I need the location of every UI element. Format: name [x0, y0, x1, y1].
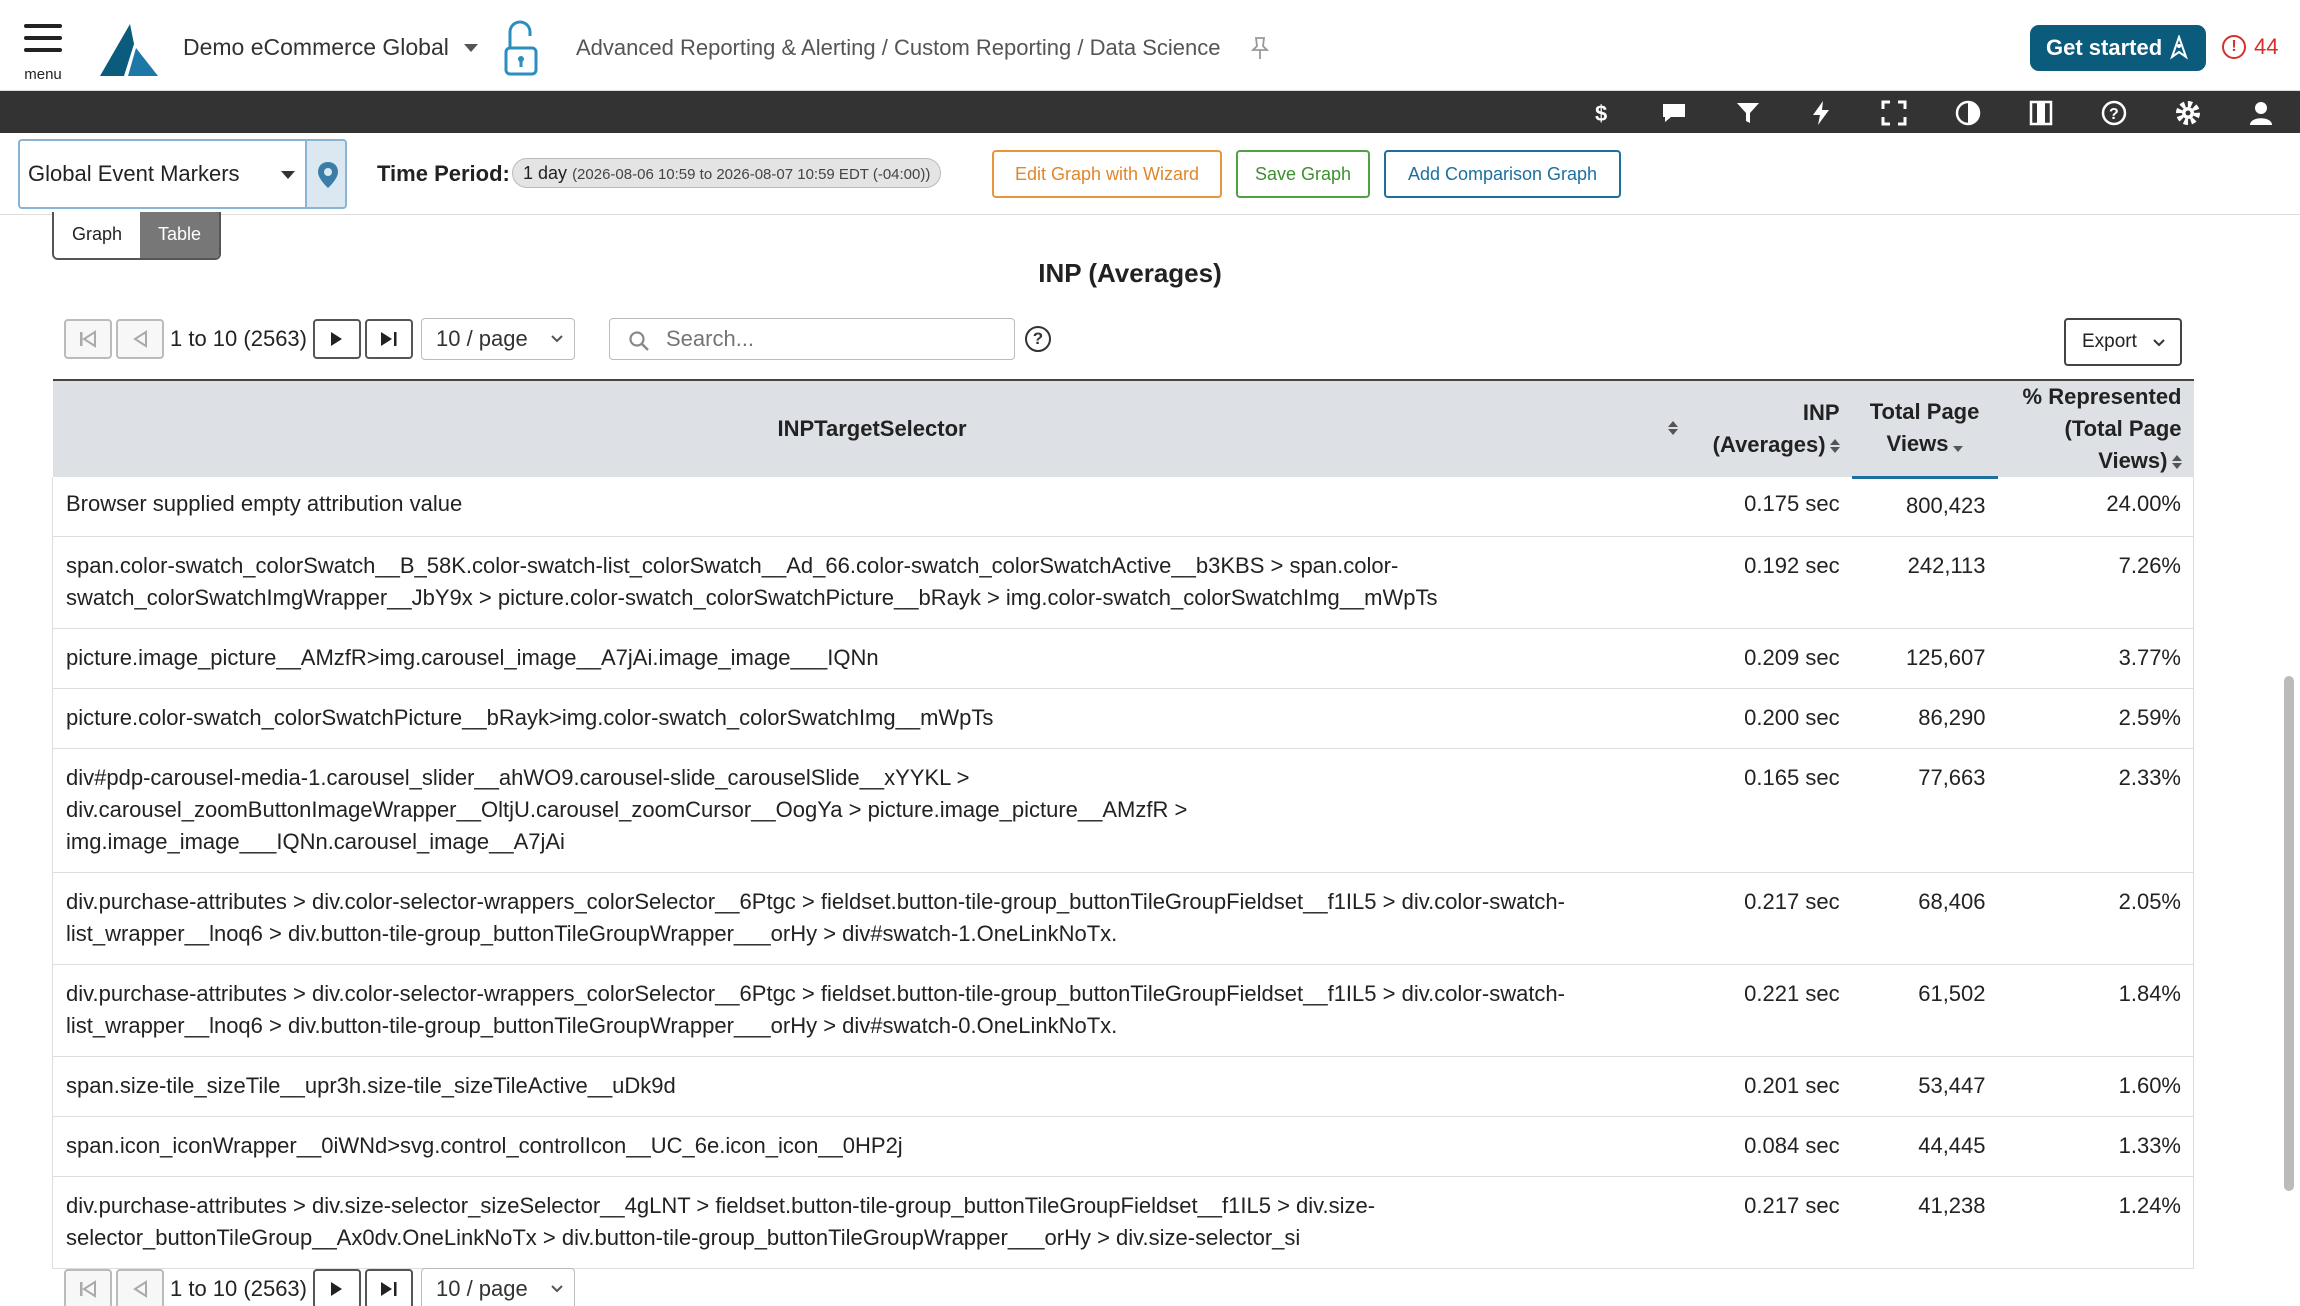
scrollbar-thumb[interactable] [2284, 676, 2294, 1191]
chevron-down-icon[interactable] [464, 44, 478, 52]
prev-page-button[interactable] [116, 1269, 164, 1306]
edit-graph-wizard-button[interactable]: Edit Graph with Wizard [992, 150, 1222, 198]
cell-inp: 0.084 sec [1692, 1116, 1852, 1176]
table-row [53, 964, 2194, 1056]
next-page-icon [327, 1280, 347, 1298]
column-header-label: % Represented (Total Page Views) [2022, 384, 2182, 473]
next-page-button[interactable] [313, 319, 361, 359]
save-graph-button[interactable]: Save Graph [1236, 150, 1370, 198]
gear-icon[interactable] [2175, 100, 2201, 126]
first-page-icon [78, 330, 98, 348]
cell-selector: picture.color-swatch_colorSwatchPicture__bRayk>img.color-swatch_colorSwatchImg__mWpTs [53, 688, 1692, 748]
controls-bar [0, 133, 2300, 215]
cell-inp: 0.217 sec [1692, 872, 1852, 964]
pagination-bottom [64, 1268, 575, 1306]
view-toggle [52, 212, 221, 260]
fullscreen-icon[interactable] [1881, 100, 1907, 126]
top-header [0, 0, 2300, 91]
alert-icon: ! [2222, 35, 2246, 59]
table-row [53, 628, 2194, 688]
time-period-pill[interactable] [512, 158, 941, 188]
last-page-button[interactable] [365, 1269, 413, 1306]
cell-percent: 2.05% [1998, 872, 2194, 964]
filter-icon[interactable] [1735, 100, 1761, 126]
column-header-inp[interactable] [1692, 380, 1852, 477]
lightning-icon[interactable] [1808, 100, 1834, 126]
per-page-value: 10 / page [435, 326, 528, 351]
menu-label: menu [24, 66, 62, 83]
org-name[interactable]: Demo eCommerce Global [183, 34, 449, 60]
help-icon[interactable]: ? [1025, 326, 1051, 352]
page-info: 1 to 10 (2563) [170, 1276, 307, 1301]
column-header-label: INP (Averages) [1712, 400, 1840, 457]
cell-percent: 7.26% [1998, 536, 2194, 628]
next-page-button[interactable] [313, 1269, 361, 1306]
last-page-button[interactable] [365, 319, 413, 359]
cell-total-page-views: 77,663 [1852, 748, 1998, 872]
prev-page-button[interactable] [116, 319, 164, 359]
map-marker-button[interactable] [305, 139, 347, 209]
cell-inp: 0.175 sec [1692, 477, 1852, 536]
time-period-label: Time Period: [377, 161, 510, 186]
cell-selector: div.purchase-attributes > div.color-selector-wrappers_colorSelector__6Ptgc > fieldset.button-tile-group_buttonTileGroupFieldset__f1IL5 > div.color-swatch-list_wrapper__lnoq6 > div.button-tile-group_buttonTileGroupWrapper___orHy > div#swatch-0.OneLinkNoTx. [53, 964, 1692, 1056]
add-comparison-graph-button[interactable]: Add Comparison Graph [1384, 150, 1621, 198]
get-started-button[interactable] [2030, 25, 2206, 71]
search-input[interactable] [666, 323, 996, 355]
next-page-icon [327, 330, 347, 348]
cell-percent: 1.60% [1998, 1056, 2194, 1116]
get-started-label: Get started [2046, 35, 2163, 60]
report-title: INP (Averages) [1038, 258, 1222, 288]
cell-inp: 0.200 sec [1692, 688, 1852, 748]
cell-inp: 0.217 sec [1692, 1176, 1852, 1268]
cell-total-page-views: 242,113 [1852, 536, 1998, 628]
menu-button[interactable] [20, 22, 66, 82]
event-markers-value: Global Event Markers [28, 161, 240, 186]
cell-total-page-views: 68,406 [1852, 872, 1998, 964]
dollar-icon[interactable] [1588, 100, 1614, 126]
cell-selector: div#pdp-carousel-media-1.carousel_slider__ahWO9.carousel-slide_carouselSlide__xYYKL > div.carousel_zoomButtonImageWrapper__OltjU.carousel_zoomCursor__OogYa > picture.image_picture__AMzfR > img.image_image___IQNn.carousel_image__A7jAi [53, 748, 1692, 872]
cell-percent: 24.00% [1998, 477, 2194, 536]
cell-inp: 0.165 sec [1692, 748, 1852, 872]
breadcrumb[interactable]: Advanced Reporting & Alerting / Custom Reporting / Data Science [576, 35, 1221, 60]
rocket-icon [2166, 35, 2192, 61]
export-label: Export [2082, 331, 2137, 352]
cell-percent: 1.33% [1998, 1116, 2194, 1176]
pagination-top [64, 318, 575, 360]
cell-total-page-views: 86,290 [1852, 688, 1998, 748]
sort-desc-icon [1953, 437, 1963, 453]
cell-selector: div.purchase-attributes > div.color-selector-wrappers_colorSelector__6Ptgc > fieldset.button-tile-group_buttonTileGroupFieldset__f1IL5 > div.color-swatch-list_wrapper__lnoq6 > div.button-tile-group_buttonTileGroupWrapper___orHy > div#swatch-1.OneLinkNoTx. [53, 872, 1692, 964]
cell-percent: 1.84% [1998, 964, 2194, 1056]
cell-total-page-views: 53,447 [1852, 1056, 1998, 1116]
alert-indicator[interactable] [2222, 34, 2278, 60]
per-page-select[interactable] [421, 1268, 575, 1306]
toolbar [0, 91, 2300, 133]
search-box [609, 318, 1015, 360]
cell-selector: picture.image_picture__AMzfR>img.carousel_image__A7jAi.image_image___IQNn [53, 628, 1692, 688]
user-icon[interactable] [2248, 100, 2274, 126]
cell-total-page-views: 41,238 [1852, 1176, 1998, 1268]
map-marker-icon [317, 161, 339, 189]
cell-selector: span.size-tile_sizeTile__upr3h.size-tile_sizeTileActive__uDk9d [53, 1056, 1692, 1116]
prev-page-icon [130, 330, 150, 348]
cell-total-page-views: 44,445 [1852, 1116, 1998, 1176]
column-header-label: INPTargetSelector [777, 416, 967, 441]
unlock-icon[interactable] [502, 20, 542, 78]
logo-icon [100, 24, 158, 76]
help-icon[interactable] [2101, 100, 2127, 126]
cell-inp: 0.192 sec [1692, 536, 1852, 628]
cell-percent: 3.77% [1998, 628, 2194, 688]
chevron-down-icon [550, 1284, 564, 1294]
sort-icon [1830, 438, 1840, 454]
column-header-percent-represented[interactable] [1998, 380, 2194, 477]
cell-inp: 0.221 sec [1692, 964, 1852, 1056]
table-header-row [53, 380, 2194, 477]
page-info: 1 to 10 (2563) [170, 326, 307, 351]
per-page-select[interactable] [421, 318, 575, 360]
cell-selector: span.color-swatch_colorSwatch__B_58K.color-swatch-list_colorSwatch__Ad_66.color-swatch_colorSwatchActive__b3KBS > span.color-swatch_colorSwatchImgWrapper__JbY9x > picture.color-swatch_colorSwatchPicture__bRayk > img.color-swatch_colorSwatchImg__mWpTs [53, 536, 1692, 628]
search-icon [628, 330, 650, 352]
cell-percent: 2.33% [1998, 748, 2194, 872]
sort-icon [1668, 420, 1678, 436]
first-page-icon [78, 1280, 98, 1298]
film-icon[interactable] [2028, 100, 2054, 126]
time-period-main: 1 day [523, 163, 568, 183]
table-row [53, 748, 2194, 872]
table-row [53, 872, 2194, 964]
first-page-button[interactable] [64, 1269, 112, 1306]
event-markers-select[interactable] [18, 139, 305, 209]
export-button[interactable] [2064, 318, 2182, 366]
last-page-icon [379, 330, 399, 348]
column-header-total-page-views[interactable] [1852, 380, 1998, 477]
chevron-down-icon [550, 334, 564, 344]
svg-text:?: ? [2109, 106, 2119, 123]
cell-inp: 0.201 sec [1692, 1056, 1852, 1116]
table-row [53, 1176, 2194, 1268]
caret-down-icon [281, 171, 295, 179]
data-table [52, 379, 2194, 1269]
table-row [53, 1116, 2194, 1176]
table-row [53, 1056, 2194, 1116]
cell-inp: 0.209 sec [1692, 628, 1852, 688]
table-row [53, 688, 2194, 748]
chat-icon[interactable] [1661, 100, 1687, 126]
sort-icon [2172, 454, 2182, 470]
column-header-selector[interactable] [53, 380, 1692, 477]
tab-graph[interactable]: Graph [54, 212, 140, 258]
tab-table[interactable]: Table [140, 212, 219, 258]
cell-total-page-views: 125,607 [1852, 628, 1998, 688]
pin-icon[interactable] [1250, 36, 1270, 60]
table-row [53, 536, 2194, 628]
prev-page-icon [130, 1280, 150, 1298]
cell-percent: 2.59% [1998, 688, 2194, 748]
cell-selector: div.purchase-attributes > div.size-selector_sizeSelector__4gLNT > fieldset.button-tile-group_buttonTileGroupFieldset__f1IL5 > div.size-selector_buttonTileGroup__Ax0dv.OneLinkNoTx > div.button-tile-group_buttonTileGroupWrapper___orHy > div.size-selector_si [53, 1176, 1692, 1268]
last-page-icon [379, 1280, 399, 1298]
first-page-button[interactable] [64, 319, 112, 359]
cell-total-page-views: 800,423 [1852, 477, 1998, 536]
cell-selector: Browser supplied empty attribution value [53, 477, 1692, 536]
time-period-range: (2026-08-06 10:59 to 2026-08-07 10:59 EDT (-04:00)) [572, 166, 931, 183]
data-table-wrapper [52, 379, 2194, 1269]
chevron-down-icon [2152, 338, 2166, 348]
cell-selector: span.icon_iconWrapper__0iWNd>svg.control_controlIcon__UC_6e.icon_icon__0HP2j [53, 1116, 1692, 1176]
per-page-value: 10 / page [435, 1276, 528, 1301]
svg-text:$: $ [1595, 101, 1608, 126]
column-header-label: Total Page Views [1869, 399, 1980, 457]
cell-percent: 1.24% [1998, 1176, 2194, 1268]
contrast-icon[interactable] [1955, 100, 1981, 126]
cell-total-page-views: 61,502 [1852, 964, 1998, 1056]
alert-count: 44 [2254, 34, 2279, 59]
table-row [53, 477, 2194, 536]
